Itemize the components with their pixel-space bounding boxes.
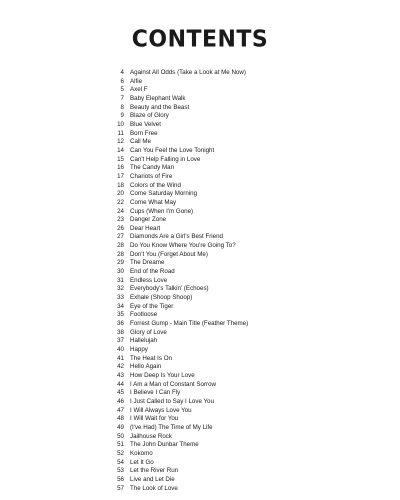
toc-page-number: 53 [117,467,124,475]
toc-song-title: The John Dunbar Theme [130,441,199,449]
toc-song-title: How Deep Is Your Love [130,371,195,379]
toc-entry [112,372,372,381]
toc-song-title: Chariots of Fire [130,172,173,180]
toc-song-title: Born Free [130,129,158,137]
toc-page-number: 34 [117,302,124,310]
toc-page-number: 35 [117,311,124,319]
toc-song-title: I Am a Man of Constant Sorrow [130,380,216,388]
toc-page-number: 54 [117,458,124,466]
toc-entry [112,277,372,286]
toc-page-number: 43 [117,371,124,379]
toc-page-number: 45 [117,389,124,397]
toc-entry [112,156,372,165]
toc-entry [112,433,372,442]
toc-song-title: Do You Know Where You're Going To? [130,242,236,250]
toc-page-number: 5 [120,86,124,94]
toc-page-number: 36 [117,320,124,328]
toc-entry [112,485,372,494]
toc-entry [112,450,372,459]
toc-entry [112,130,372,139]
toc-entry [112,476,372,485]
toc-entry [112,398,372,407]
toc-entry [112,294,372,303]
toc-entry [112,164,372,173]
page-title: CONTENTS [131,26,269,53]
toc-entry [112,95,372,104]
toc-entry [112,268,372,277]
toc-page-number: 18 [117,181,124,189]
toc-entry [112,346,372,355]
toc-song-title: (I've Had) The Time of My Life [130,423,213,431]
toc-page-number: 24 [117,207,124,215]
toc-page-number: 41 [117,354,124,362]
toc-page-number: 14 [117,146,124,154]
toc-page-number: 15 [117,155,124,163]
toc-song-title: Colors of the Wind [130,181,181,189]
toc-song-title: Kokomo [130,449,153,457]
toc-page-number: 11 [117,129,124,137]
toc-page-number: 44 [117,380,124,388]
toc-page-number: 50 [117,432,124,440]
toc-entry [112,467,372,476]
toc-song-title: The Look of Love [130,484,178,492]
toc-entry [112,441,372,450]
toc-song-title: The Dreame [130,259,165,267]
toc-song-title: Come Saturday Morning [130,190,198,198]
toc-page-number: 28 [117,242,124,250]
toc-entry [112,337,372,346]
toc-entry [112,381,372,390]
toc-page-number: 16 [117,164,124,172]
toc-entry [112,320,372,329]
toc-page-number: 4 [120,69,124,76]
toc-page-number: 27 [117,233,124,241]
toc-page-number: 8 [120,103,124,111]
toc-page-number: 9 [120,112,124,120]
toc-song-title: Endless Love [130,276,168,284]
toc-entry [112,363,372,372]
toc-song-title: Let It Go [130,458,154,466]
toc-song-title: Blue Velvet [130,120,161,128]
toc-song-title: Forrest Gump - Main Title (Feather Theme) [130,320,249,328]
toc-entry [112,182,372,191]
toc-song-title: I Will Always Love You [130,406,192,414]
toc-entry [112,389,372,398]
toc-song-title: I Just Called to Say I Love You [130,397,214,405]
toc-song-title: Eye of the Tiger [130,302,174,310]
toc-song-title: Hallelujah [130,337,158,345]
toc-page-number: 46 [117,397,124,405]
toc-entry [112,86,372,95]
toc-song-title: Come What May [130,198,177,206]
toc-entry [112,78,372,87]
toc-entry [112,138,372,147]
toc-song-title: Beauty and the Beast [130,103,190,111]
toc-entry [112,147,372,156]
toc-page-number: 31 [117,276,124,284]
toc-page-number: 12 [117,138,124,146]
toc-song-title: Footloose [130,311,158,319]
toc-song-title: The Candy Man [130,164,175,172]
toc-song-title: Glory of Love [130,328,167,336]
toc-page-number: 26 [117,224,124,232]
toc-song-title: Exhale (Shoop Shoop) [130,294,193,302]
toc-entry [112,199,372,208]
toc-page-number: 51 [117,441,124,449]
toc-page-number: 22 [117,198,124,206]
toc-entry [112,216,372,225]
toc-page-number: 47 [117,406,124,414]
toc-entry [112,285,372,294]
toc-page-number: 33 [117,294,124,302]
toc-page-number: 56 [117,475,124,483]
toc-entry [112,242,372,251]
toc-song-title: Can You Feel the Love Tonight [130,146,215,154]
toc-entry [112,225,372,234]
toc-entry [112,355,372,364]
toc-song-title: I Believe I Can Fly [130,389,181,397]
toc-song-title: Danger Zone [130,216,167,224]
toc-page-number: 37 [117,337,124,345]
toc-page-number: 32 [117,285,124,293]
toc-entry [112,311,372,320]
toc-page-number: 30 [117,268,124,276]
toc-entry [112,407,372,416]
toc-entry [112,104,372,113]
toc-entry [112,415,372,424]
toc-song-title: Baby Elephant Walk [130,94,186,102]
toc-page-number: 17 [117,172,124,180]
toc-page-number: 10 [117,120,124,128]
toc-song-title: Happy [130,346,148,353]
toc-song-title: Against All Odds (Take a Look at Me Now) [130,69,246,76]
toc-entry [112,459,372,468]
toc-page-number: 42 [117,363,124,371]
toc-entry [112,329,372,338]
toc-entry [112,303,372,312]
toc-song-title: Call Me [130,138,151,146]
toc-entry [112,424,372,433]
toc-song-title: The Heat Is On [130,354,172,362]
toc-song-title: Everybody's Talkin' (Echoes) [130,285,209,293]
toc-song-title: Alfie [130,77,143,85]
toc-page-number: 38 [117,328,124,336]
toc-entry [112,190,372,199]
toc-page-number: 48 [117,415,124,423]
toc-page-number: 6 [120,77,124,85]
toc-page-number: 20 [117,190,124,198]
toc-page-number: 23 [117,216,124,224]
toc-song-title: Let the River Run [130,467,179,475]
toc-song-title: Axel F [130,86,148,94]
toc-song-title: Can't Help Falling in Love [130,155,201,163]
toc-entry [112,173,372,182]
toc-page-number: 52 [117,449,124,457]
toc-song-title: I Will Wait for You [130,415,179,423]
toc-song-title: Jailhouse Rock [130,432,172,440]
toc-entry [112,112,372,121]
toc-song-title: Don't You (Forget About Me) [130,250,208,258]
toc-page-number: 57 [117,484,124,492]
toc-entry [112,69,372,78]
toc-page-number: 40 [117,346,124,353]
toc-song-title: End of the Road [130,268,175,276]
toc-song-title: Cups (When I'm Gone) [130,207,194,215]
toc-song-title: Hello Again [130,363,162,371]
toc-page-number: 28 [117,250,124,258]
toc-entry [112,233,372,242]
toc-song-title: Dear Heart [130,224,161,232]
toc-page-number: 7 [120,94,124,102]
toc-page-number: 29 [117,259,124,267]
toc-song-title: Blaze of Glory [130,112,169,120]
toc-song-title: Live and Let Die [130,475,175,483]
toc-entry [112,259,372,268]
table-of-contents [112,69,372,493]
toc-entry [112,208,372,217]
toc-entry [112,251,372,260]
toc-page-number: 49 [117,423,124,431]
toc-song-title: Diamonds Are a Girl's Best Friend [130,233,223,241]
toc-entry [112,121,372,130]
